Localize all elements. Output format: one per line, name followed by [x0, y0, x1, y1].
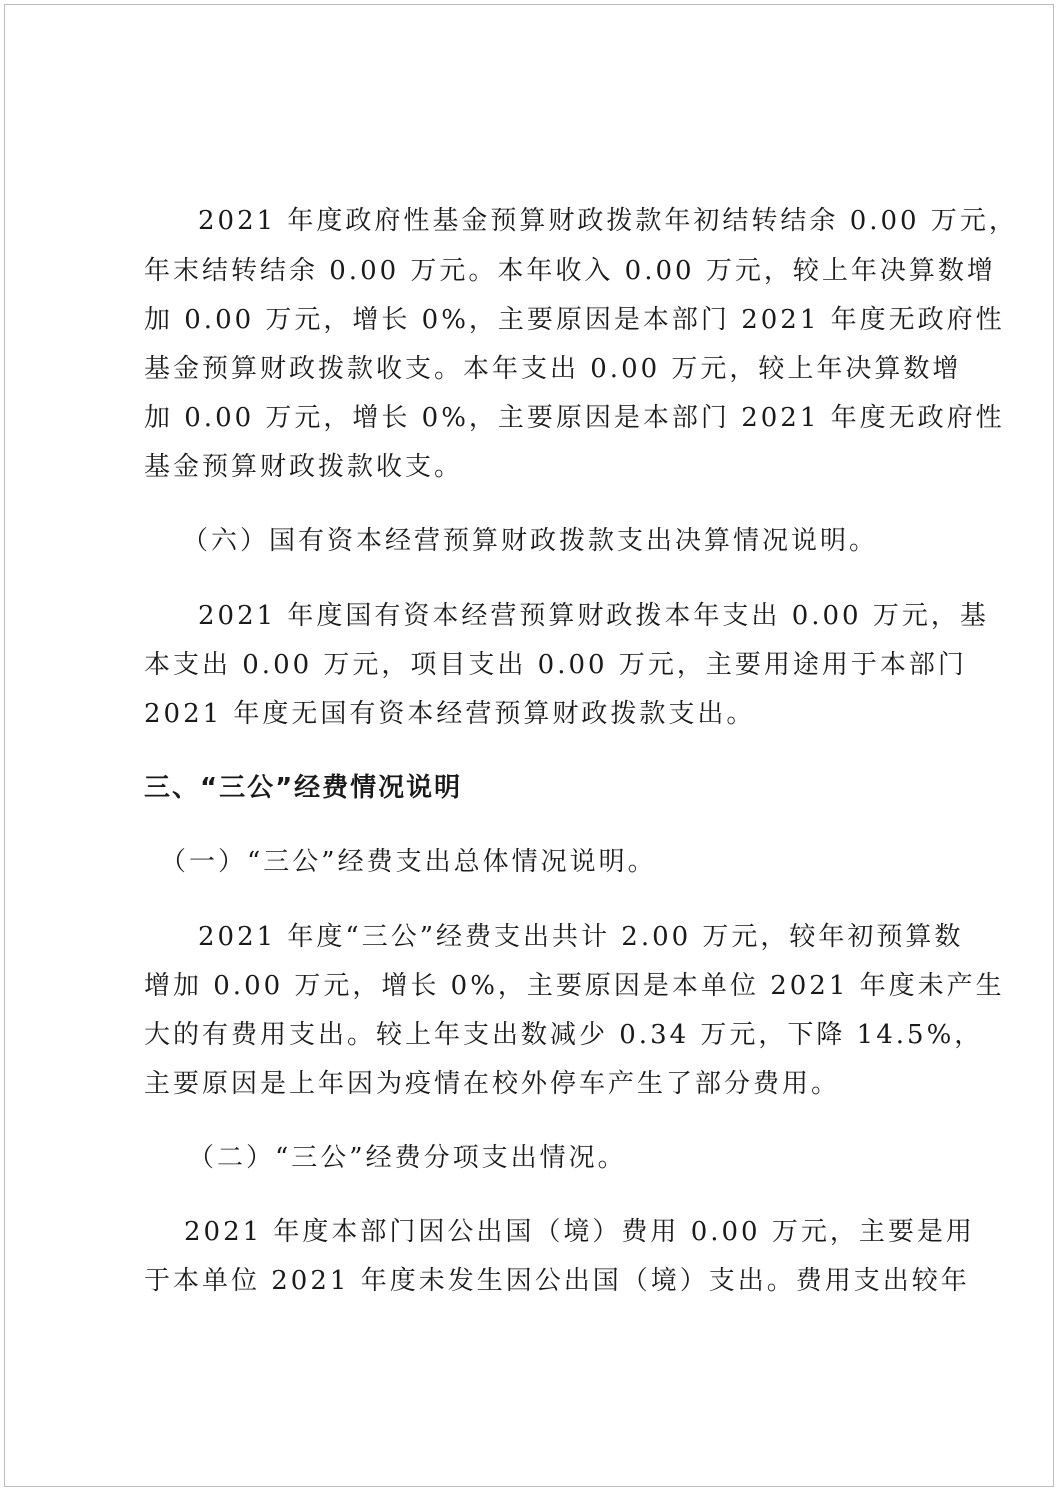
subheading-1: （一）“三公”经费支出总体情况说明。 [160, 847, 657, 877]
p4-line-2: 于本单位 2021 年度未发生因公出国（境）支出。费用支出较年 [144, 1266, 970, 1296]
subheading-2: （二）“三公”经费分项支出情况。 [188, 1143, 627, 1173]
p3-line-2: 增加 0.00 万元，增长 0%，主要原因是本单位 2021 年度未产生 [144, 971, 1005, 1001]
p1-line-3: 加 0.00 万元，增长 0%，主要原因是本部门 2021 年度无政府性 [144, 305, 1005, 335]
p1-line-2: 年末结转结余 0.00 万元。本年收入 0.00 万元，较上年决算数增 [144, 256, 996, 286]
p3-line-3: 大的有费用支出。较上年支出数减少 0.34 万元，下降 14.5%， [144, 1020, 984, 1050]
p1-line-6: 基金预算财政拨款收支。 [144, 452, 464, 482]
p3-line-1: 2021 年度“三公”经费支出共计 2.00 万元，较年初预算数 [198, 922, 964, 952]
p2-line-1: 2021 年度国有资本经营预算财政拨本年支出 0.00 万元，基 [198, 601, 989, 631]
p1-line-5: 加 0.00 万元，增长 0%，主要原因是本部门 2021 年度无政府性 [144, 403, 1005, 433]
p1-line-1: 2021 年度政府性基金预算财政拨款年初结转结余 0.00 万元， [198, 206, 1018, 236]
subheading-6: （六）国有资本经营预算财政拨款支出决算情况说明。 [182, 526, 879, 556]
p3-line-4: 主要原因是上年因为疫情在校外停车产生了部分费用。 [144, 1069, 841, 1099]
section-heading-3: 三、“三公”经费情况说明 [144, 773, 463, 803]
p2-line-2: 本支出 0.00 万元，项目支出 0.00 万元，主要用途用于本部门 [144, 650, 967, 680]
p1-line-4: 基金预算财政拨款收支。本年支出 0.00 万元，较上年决算数增 [144, 354, 962, 384]
p2-line-3: 2021 年度无国有资本经营预算财政拨款支出。 [144, 699, 756, 729]
p4-line-1: 2021 年度本部门因公出国（境）费用 0.00 万元，主要是用 [184, 1217, 975, 1247]
